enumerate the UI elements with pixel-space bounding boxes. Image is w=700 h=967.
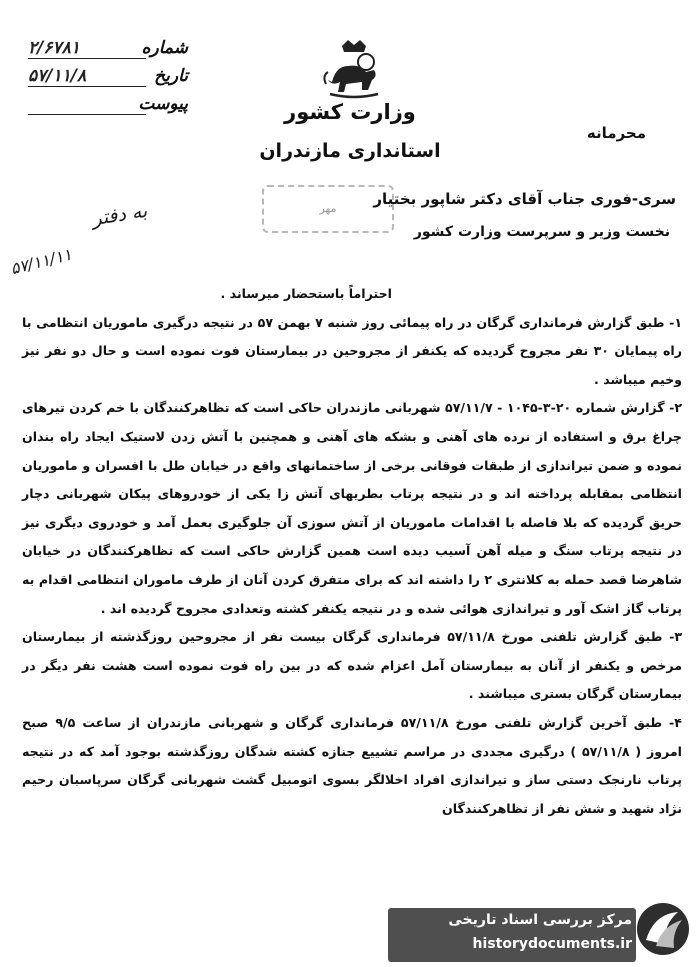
watermark-site: historydocuments.ir: [472, 936, 632, 952]
number-value: ۲/۶۷۸۱: [28, 38, 80, 58]
attachment-underline: [28, 114, 146, 115]
meta-number-row: [28, 38, 188, 66]
date-underline: [28, 86, 146, 87]
document-meta: [28, 38, 188, 122]
lion-and-sun-emblem-icon: [318, 36, 390, 100]
number-underline: [28, 58, 146, 59]
province-title: استانداری مازندران: [259, 140, 441, 162]
attachment-label: پیوست: [138, 94, 188, 114]
paragraph-3: ۳- طبق گزارش تلفنی مورخ ۵۷/۱۱/۸ فرمانداری گرگان بیست نفر از مجروحین روزگذشته از بیمارستان مرخص و یکنفر از آنان به بیمارستان آمل اعزام شده که در بین راه فوت نموده است هشت نفر دیگر در بیمارستان گرگان بستری میباشند .: [22, 629, 682, 702]
ministry-title: وزارت کشور: [284, 100, 416, 124]
watermark: [388, 900, 696, 962]
paragraph-1: ۱- طبق گزارش فرمانداری گرگان در راه پیمائی روز شنبه ۷ بهمن ۵۷ در نتیجه درگیری ماموریان انتظامی با راه پیمایان ۳۰ نفر مجروح گردیده که یکنفر از مجروحین در بیمارستان فوت نموده است و حال دو نفر نیز وخیم میباشد .: [22, 314, 683, 387]
number-label: شماره: [141, 38, 188, 58]
watermark-title: مرکز بررسی اسناد تاریخی: [448, 912, 632, 928]
date-label: تاریخ: [154, 66, 188, 86]
meta-attachment-row: [28, 94, 188, 122]
paragraph-4: ۴- طبق آخرین گزارش تلفنی مورخ ۵۷/۱۱/۸ فرمانداری گرگان و شهربانی مازندران از ساعت ۹/۵ صبح امروز ( ۵۷/۱۱/۸ ) درگیری مجددی در مراسم تشییع جنازه کشته شدگان روزگذشته بوجود آمد که در نتیجه پرتاب نارنجک دستی ساز و تیراندازی افراد اخلالگر بسوی اتومبیل گشت شهربانی گرگان سرپاسبان رحیم نژاد شهید و شش نفر از تظاهرکنندگان: [22, 714, 682, 816]
paragraph-2: ۲- گزارش شماره ۲۰-۳-۱۰۴۵ - ۵۷/۱۱/۷ شهربانی مازندران حاکی است که تظاهرکنندگان با خم کردن تیرهای چراغ برق و استفاده از نرده های آهنی و بشکه های آهنی و همچنین با آتش زدن لاستیک ایجاد راه بندان نموده و ضمن تیراندازی از طبقات فوقانی برخی از ساختمانهای واقع در خیابان طل با افسران و ماموریان انتظامی بمقابله پرداخته اند و در نتیجه پرتاب بطریهای آتش زا یکی از خودروهای پیکان شهربانی دچار حریق گردیده که بلا فاصله با اقدامات ماموریان از آتش سوزی آن جلوگیری بعمل آمد و خودروی دیگری نیز در نتیجه پرتاب سنگ و میله آهن آسیب دیده است همین گزارش حاکی است که تظاهرکنندگان در خیابان شاهرضا قصد حمله به کلانتری ۲ را داشته اند که برای متفرق کردن آنان از طرف ماموران انتظامی اقدام به پرتاب گاز اشک آور و تیراندازی هوائی شده و در نتیجه یکنفر کشته وتعدادی مجروح گردیده اند .: [22, 400, 683, 616]
recipient-line-2: نخست وزیر و سرپرست وزارت کشور: [413, 224, 670, 240]
meta-date-row: [28, 66, 188, 94]
archive-logo-icon: [634, 900, 692, 958]
faded-stamp: مهر: [262, 185, 394, 233]
classification-label: محرمانه: [586, 124, 646, 142]
handwritten-date: ۵۷/۱۱/۱۱: [8, 244, 74, 279]
greeting: احتراماً باستحضار میرساند .: [220, 286, 392, 301]
recipient-line-1: سری-فوری جناب آقای دکتر شاپور بختیار: [373, 190, 676, 208]
date-value: ۵۷/۱۱/۸: [28, 66, 87, 86]
handwritten-note: به دفتر: [90, 199, 149, 231]
letter-body: [22, 280, 682, 823]
